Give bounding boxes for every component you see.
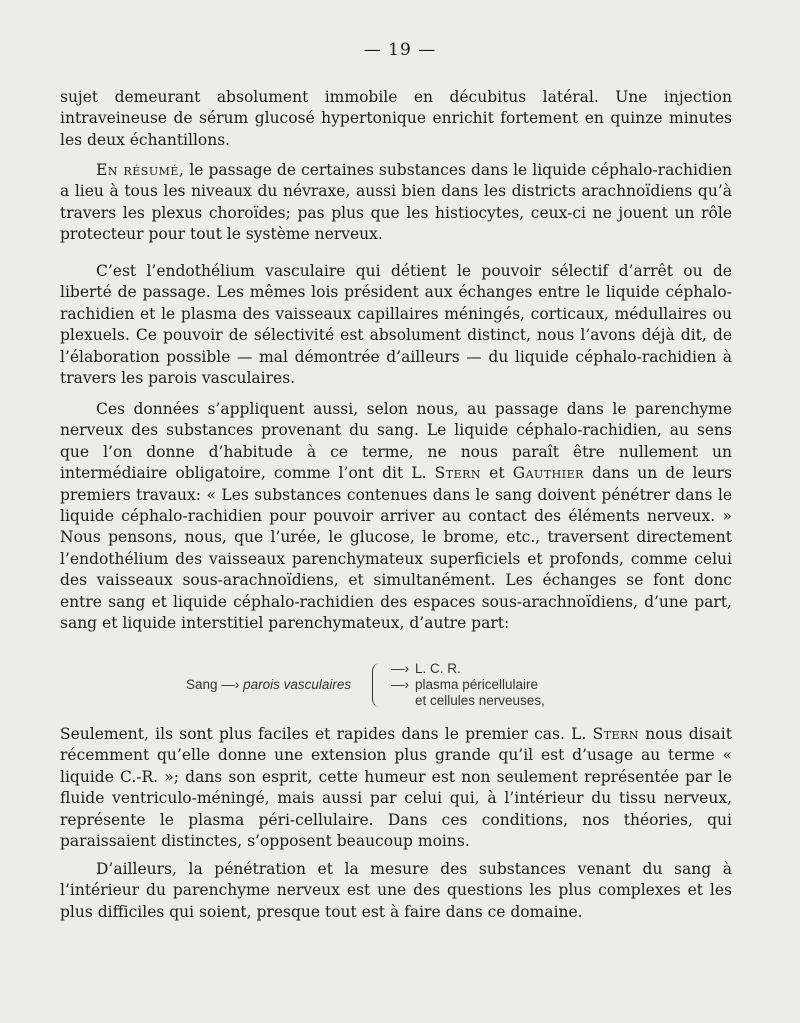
paragraph-text: et [481,464,513,483]
paragraph-text: D’ailleurs, la pénétration et la mesure des substances venant du sang à l’intérieur du parenchyme nerveux est une des questions les plus complexes et les plus difficiles qui soient, presque tout est à faire dans ce domaine. [60,860,732,921]
diagram-source-label: Sang [186,677,218,692]
paragraph-text: sujet demeurant absolument immobile en décubitus latéral. Une injection intraveineuse de sérum glucosé hypertonique enrichit fortement en quinze minutes les deux échantillons. [60,88,732,149]
paragraph-stern [60,724,732,852]
paragraph-intro [60,87,732,151]
diagram-targets [391,661,545,709]
author-name: Stern [434,464,482,483]
arrow-icon: —› [221,677,240,692]
paragraph-text: Seulement, ils sont plus faciles et rapides dans le premier cas. L. [60,725,593,743]
paragraph-lead: En résumé, [96,161,185,179]
diagram-source [186,677,351,692]
diagram-target [391,677,545,693]
paragraph-text: nous disait récemment qu’elle donne une extension plus grande qu’il est d’usage au terme « liquide C.-R. »; dans son esprit, cette humeur est non seulement représentée par le fluide ventriculo-méningé, mais aussi par celui qui, à l’intérieur du tissu nerveux, représente le plasma péri-cellulaire. Dans ces conditions, nos théories, qui paraissaient distinctes, s’opposent beaucoup moins. [60,725,732,851]
diagram-continuation: et cellules nerveuses, [415,693,545,708]
diagram-target-label: L. C. R. [415,661,461,676]
page-number: — 19 — [363,40,437,60]
diagram-target [391,661,545,677]
author-name: Stern [592,725,639,743]
paragraph-text: C’est l’endothélium vasculaire qui détient le pouvoir sélectif d’arrêt ou de liberté de passage. Les mêmes lois président aux échanges entre le liquide céphalo-rachidien et le plasma des vaisseaux capillaires méningés, corticaux, médullaires ou plexuels. Ce pouvoir de sélectivité est absolument distinct, nous l’avons déjà dit, de l’élaboration possible — mal démontrée d’ailleurs — du liquide céphalo-rachidien à travers les parois vasculaires. [60,262,732,388]
paragraph-text: le passage de certaines substances dans le liquide céphalo-rachidien a lieu à tous les niveaux du névraxe, aussi bien dans les districts arachnoïdiens qu’à travers les plexus choroïdes; pas plus que les histiocytes, ceux-ci ne jouent un rôle protecteur pour tout le système nerveux. [60,161,732,244]
exchange-diagram [186,661,606,709]
paragraph-parenchyma [60,399,732,634]
paragraph-endothelium [60,261,732,389]
diagram-target-label: plasma péricellulaire [415,677,539,692]
arrow-icon: —› [391,661,409,676]
paragraph-text: dans un de leurs premiers travaux: « Les substances contenues dans le sang doivent pénétrer dans le liquide céphalo-rachidien pour pouvoir arriver au contact des éléments nerveux. » Nous pensons, nous, que l’urée, le glucose, le brome, etc., traversent directement l’endothélium des vaisseaux parenchymateux superficiels et profonds, comme celui des vaisseaux sous-arachnoïdiens, et simultanément. Les échanges se font donc entre sang et liquide céphalo-rachidien des espaces sous-arachnoïdiens, d’une part, sang et liquide interstitiel parenchymateux, d’autre part: [60,464,732,633]
diagram-via: parois vasculaires [243,677,352,692]
paragraph-text: Ces données s’appliquent aussi, selon nous, au passage dans le parenchyme nerveux des substances provenant du sang. Le liquide céphalo-rachidien, au sens que l’on donne d’habitude à ce terme, ne nous paraît être nullement un intermédiaire obligatoire, comme l’ont dit L. [60,400,732,483]
paragraph-summary [60,160,732,246]
arrow-icon: —› [391,677,409,692]
paragraph-conclusion [60,859,732,923]
brace-icon [372,663,383,707]
author-name: Gauthier [512,464,584,483]
